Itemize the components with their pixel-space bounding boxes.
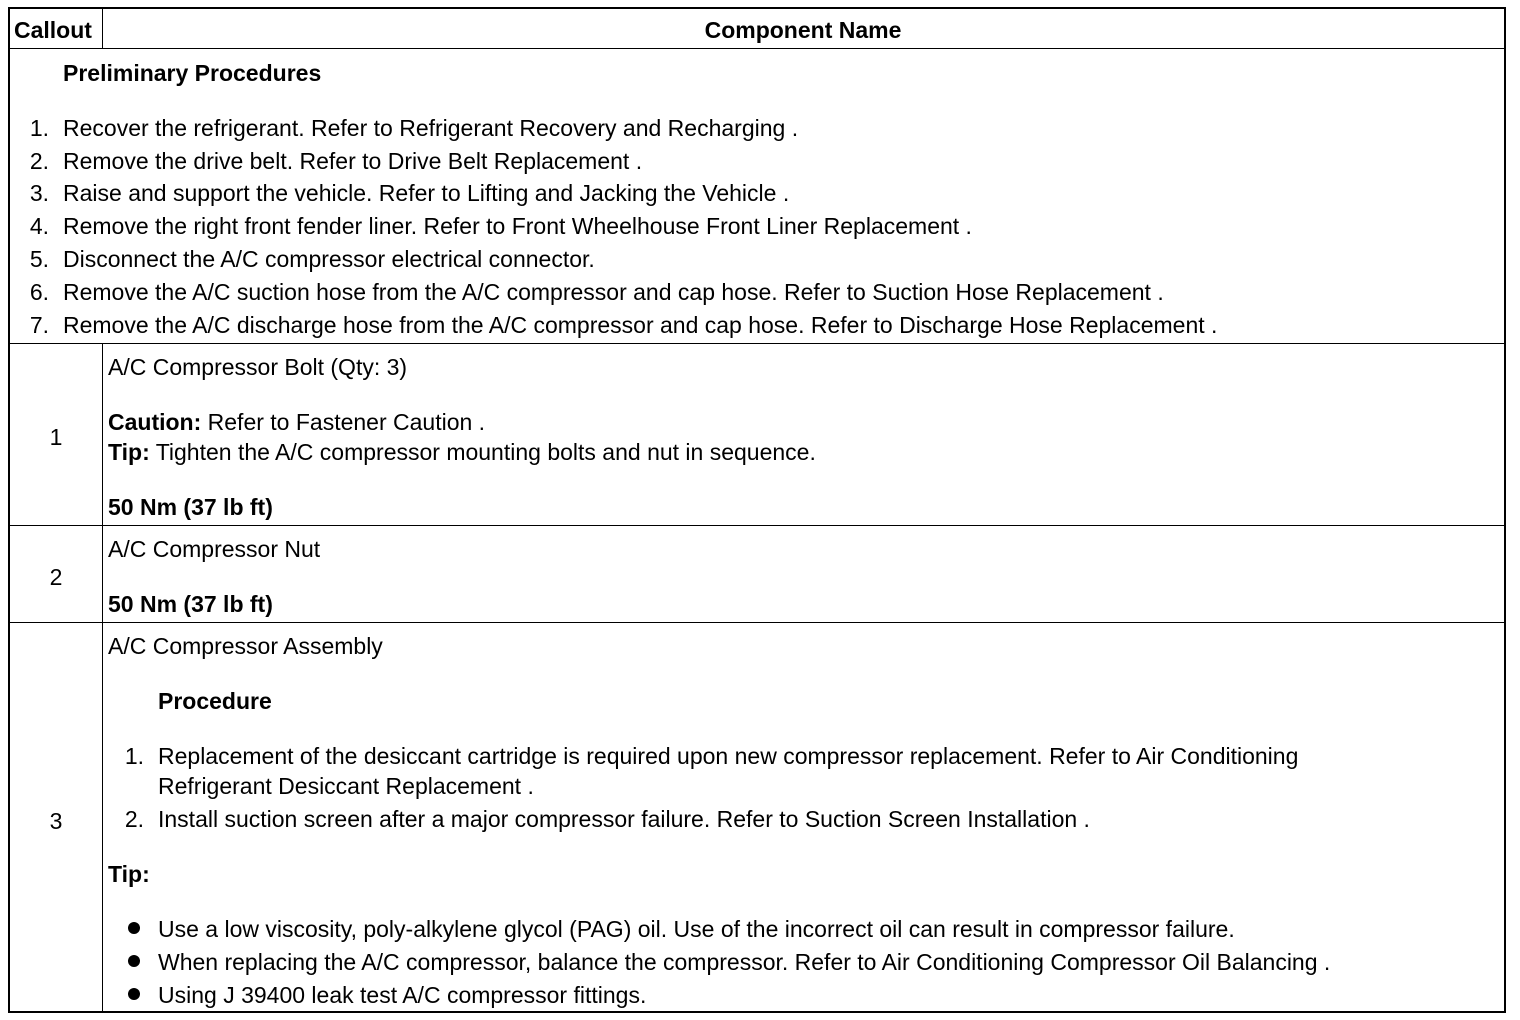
column-divider: [102, 343, 103, 1011]
tip-label: Tip:: [108, 861, 150, 887]
caution-text: Refer to Fastener Caution .: [201, 409, 486, 435]
row-divider: [10, 48, 1504, 49]
caution-label: Caution:: [108, 409, 202, 435]
callout-number: 3: [49, 808, 63, 834]
callout-number: 1: [49, 424, 63, 450]
procedure-title: Procedure: [158, 688, 272, 714]
component-name: A/C Compressor Nut: [108, 536, 321, 562]
tip-text: Tighten the A/C compressor mounting bolts and nut in sequence.: [149, 439, 816, 465]
torque-spec: 50 Nm (37 lb ft): [108, 494, 273, 520]
component-name: A/C Compressor Bolt (Qty: 3): [108, 354, 408, 380]
header-component-name: Component Name: [704, 17, 902, 43]
caution-line: [108, 411, 485, 434]
tip-line: [108, 441, 816, 464]
preliminary-title: Preliminary Procedures: [63, 60, 322, 86]
bullet-icon: [128, 955, 140, 967]
row-divider: [10, 343, 1504, 344]
row-divider: [10, 525, 1504, 526]
tip-label: Tip:: [108, 439, 150, 465]
row-divider: [10, 622, 1504, 623]
bullet-icon: [128, 988, 140, 1000]
callout-number: 2: [49, 564, 63, 590]
component-table: Callout Component Name Preliminary Procedures 1. Recover the refrigerant. Refer to Refrigerant Recovery and Recharging . 2. Remove the drive belt. Refer to Drive Belt Replacement . 3. Raise and support the vehicle. Refer to Lifting and Jacking the Vehicle . 4. Remove the right front fender liner. Refer to Front Wheelhouse Front Liner Replacement . 5. Disconnect the A/C compressor electrical connector. 6. Remove the A/C suction hose from the A/C compressor and cap hose. Refer to Suction Hose Replacement . 7. Remove the A/C discharge hose from the A/C compressor and cap hose. Refer to Discharge Hose Replacement . 1 A/C Compressor Bolt (Qty: 3) Caution: Refer to Fastener Caution . Tip: Tighten the A/C compressor mounting bolts and nut in sequence. 50 Nm (37 lb ft) 2 A/C Compressor Nut 50 Nm (37 lb ft) 3 A/C Compressor Assembly Procedure 1. Replacement of the desiccant cartridge is required upon new compressor replacement. Refer to Air Conditioning Refrigerant Desiccant Replacement . 2. Install suction screen after a major compressor failure. Refer to Suction Screen Installation . Tip: Use a low viscosity, poly-alkylene glycol (PAG) oil. Use of the incorrect oil can result in compressor failure. When replacing the A/C compressor, balance the compressor. Refer to Air Conditioning Compressor Oil Balancing . Using J 39400 leak test A/C compressor fittings.: [8, 7, 1506, 1013]
component-name: A/C Compressor Assembly: [108, 633, 383, 659]
torque-spec: 50 Nm (37 lb ft): [108, 591, 273, 617]
bullet-icon: [128, 922, 140, 934]
header-callout: Callout: [14, 17, 92, 43]
